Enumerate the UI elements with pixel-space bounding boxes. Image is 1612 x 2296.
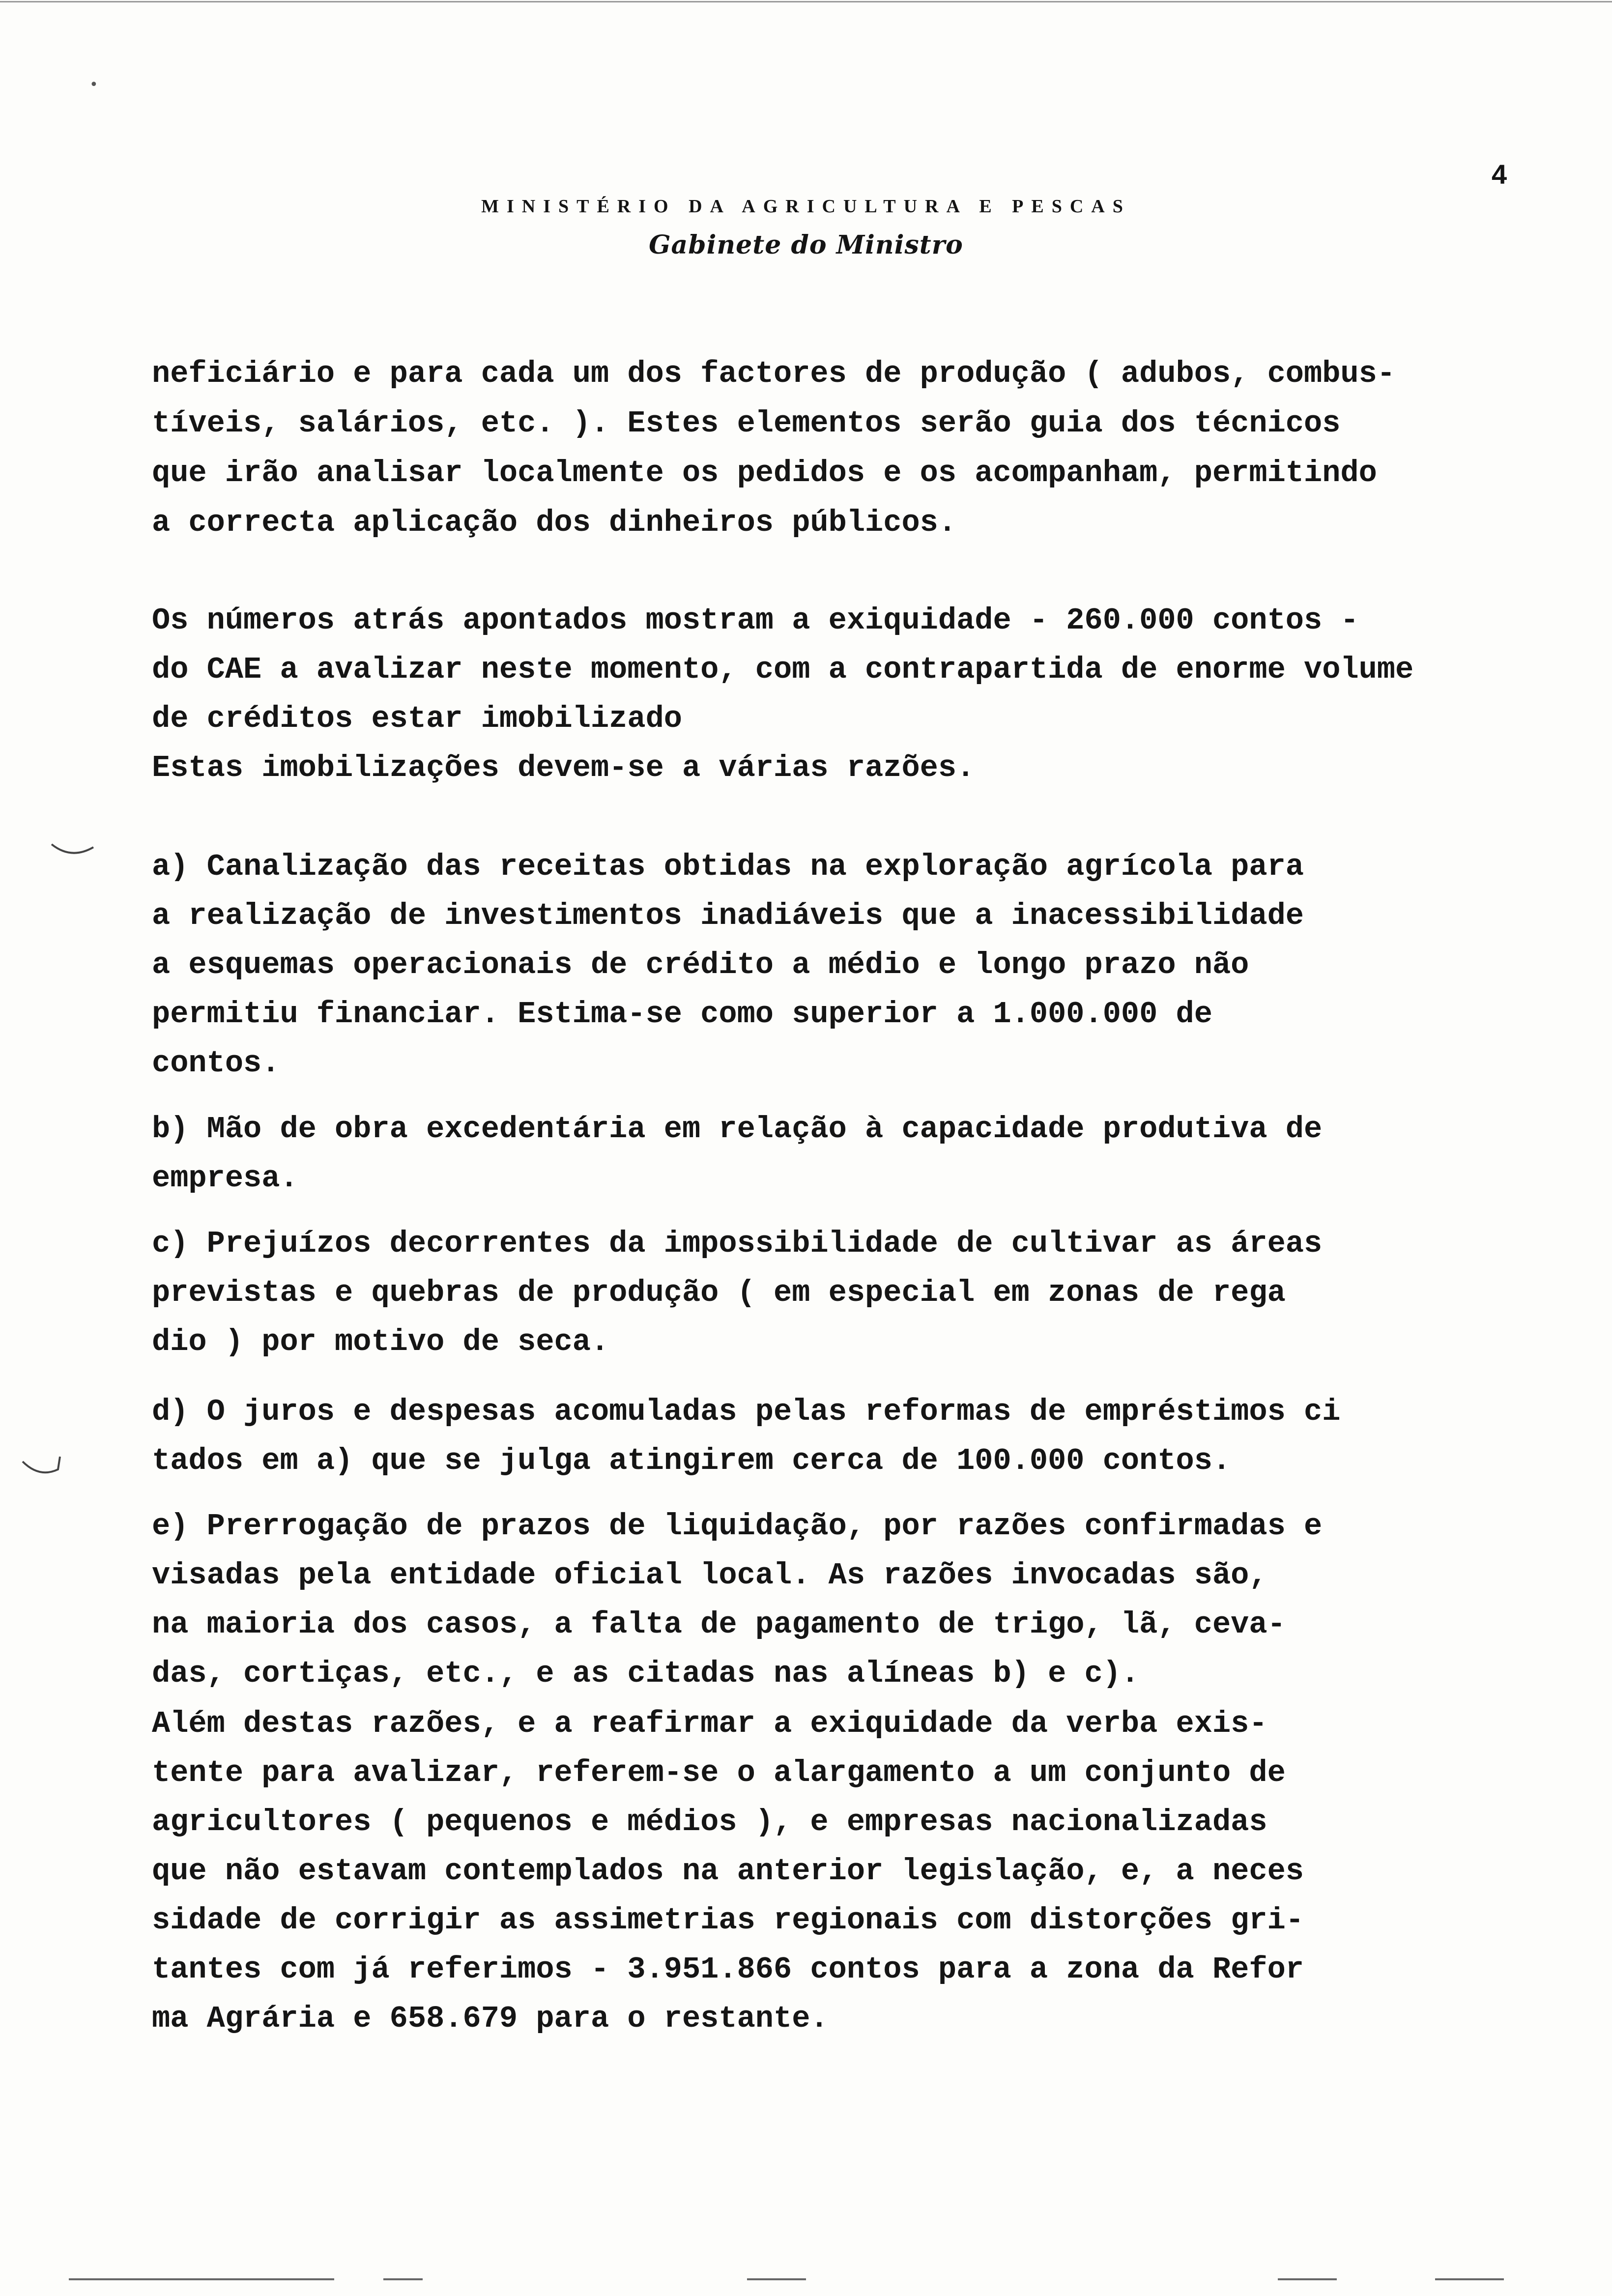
text-line: Os números atrás apontados mostram a exiquidade - 260.000 contos -: [152, 603, 1359, 638]
text-line: empresa.: [152, 1161, 298, 1196]
text-line: e) Prerrogação de prazos de liquidação, por razões confirmadas e: [152, 1509, 1323, 1544]
text-line: visadas pela entidade oficial local. As razões invocadas são,: [152, 1558, 1267, 1593]
text-line: dio ) por motivo de seca.: [152, 1324, 609, 1359]
bottom-scan-edge: [1278, 2278, 1337, 2280]
text-line: tados em a) que se julga atingirem cerca de 100.000 contos.: [152, 1443, 1231, 1478]
text-line: a correcta aplicação dos dinheiros públicos.: [152, 505, 957, 540]
text-line: contos.: [152, 1046, 280, 1081]
ministry-heading: MINISTÉRIO DA AGRICULTURA E PESCAS: [481, 196, 1131, 217]
scan-speck: •: [89, 76, 98, 93]
punch-hole-mark: [20, 1455, 69, 1484]
cabinet-subheading: Gabinete do Ministro: [649, 230, 963, 260]
text-line: que não estavam contemplados na anterior legislação, e, a neces: [152, 1854, 1304, 1889]
text-line: Estas imobilizações devem-se a várias razões.: [152, 750, 975, 785]
text-line: na maioria dos casos, a falta de pagamento de trigo, lã, ceva-: [152, 1607, 1286, 1642]
text-line: de créditos estar imobilizado: [152, 701, 682, 736]
bottom-scan-edge: [383, 2278, 423, 2280]
text-line: c) Prejuízos decorrentes da impossibilidade de cultivar as áreas: [152, 1226, 1323, 1261]
text-line: que irão analisar localmente os pedidos e os acompanham, permitindo: [152, 456, 1377, 490]
bottom-scan-edge: [747, 2278, 806, 2280]
text-line: a) Canalização das receitas obtidas na exploração agrícola para: [152, 849, 1304, 884]
text-line: ma Agrária e 658.679 para o restante.: [152, 2001, 829, 2036]
text-line: Além destas razões, e a reafirmar a exiquidade da verba exis-: [152, 1706, 1267, 1741]
text-line: a realização de investimentos inadiáveis que a inacessibilidade: [152, 898, 1304, 933]
page-number: 4: [1492, 159, 1507, 190]
text-line: previstas e quebras de produção ( em especial em zonas de rega: [152, 1275, 1286, 1310]
text-line: permitiu financiar. Estima-se como superior a 1.000.000 de: [152, 997, 1212, 1032]
text-line: tíveis, salários, etc. ). Estes elementos serão guia dos técnicos: [152, 406, 1341, 441]
punch-hole-mark: [49, 840, 98, 860]
bottom-scan-edge: [69, 2278, 334, 2280]
text-line: tantes com já referimos - 3.951.866 contos para a zona da Refor: [152, 1952, 1304, 1987]
text-line: das, cortiças, etc., e as citadas nas alíneas b) e c).: [152, 1656, 1140, 1691]
bottom-scan-edge: [1435, 2278, 1504, 2280]
text-line: b) Mão de obra excedentária em relação à capacidade produtiva de: [152, 1112, 1323, 1147]
text-line: d) O juros e despesas acomuladas pelas reformas de empréstimos ci: [152, 1394, 1341, 1429]
text-line: sidade de corrigir as assimetrias regionais com distorções gri-: [152, 1903, 1304, 1938]
text-line: tente para avalizar, referem-se o alargamento a um conjunto de: [152, 1755, 1286, 1790]
text-line: neficiário e para cada um dos factores de produção ( adubos, combus-: [152, 356, 1396, 391]
text-line: agricultores ( pequenos e médios ), e empresas nacionalizadas: [152, 1805, 1267, 1839]
text-line: a esquemas operacionais de crédito a médio e longo prazo não: [152, 947, 1249, 982]
text-line: do CAE a avalizar neste momento, com a contrapartida de enorme volume: [152, 652, 1414, 687]
